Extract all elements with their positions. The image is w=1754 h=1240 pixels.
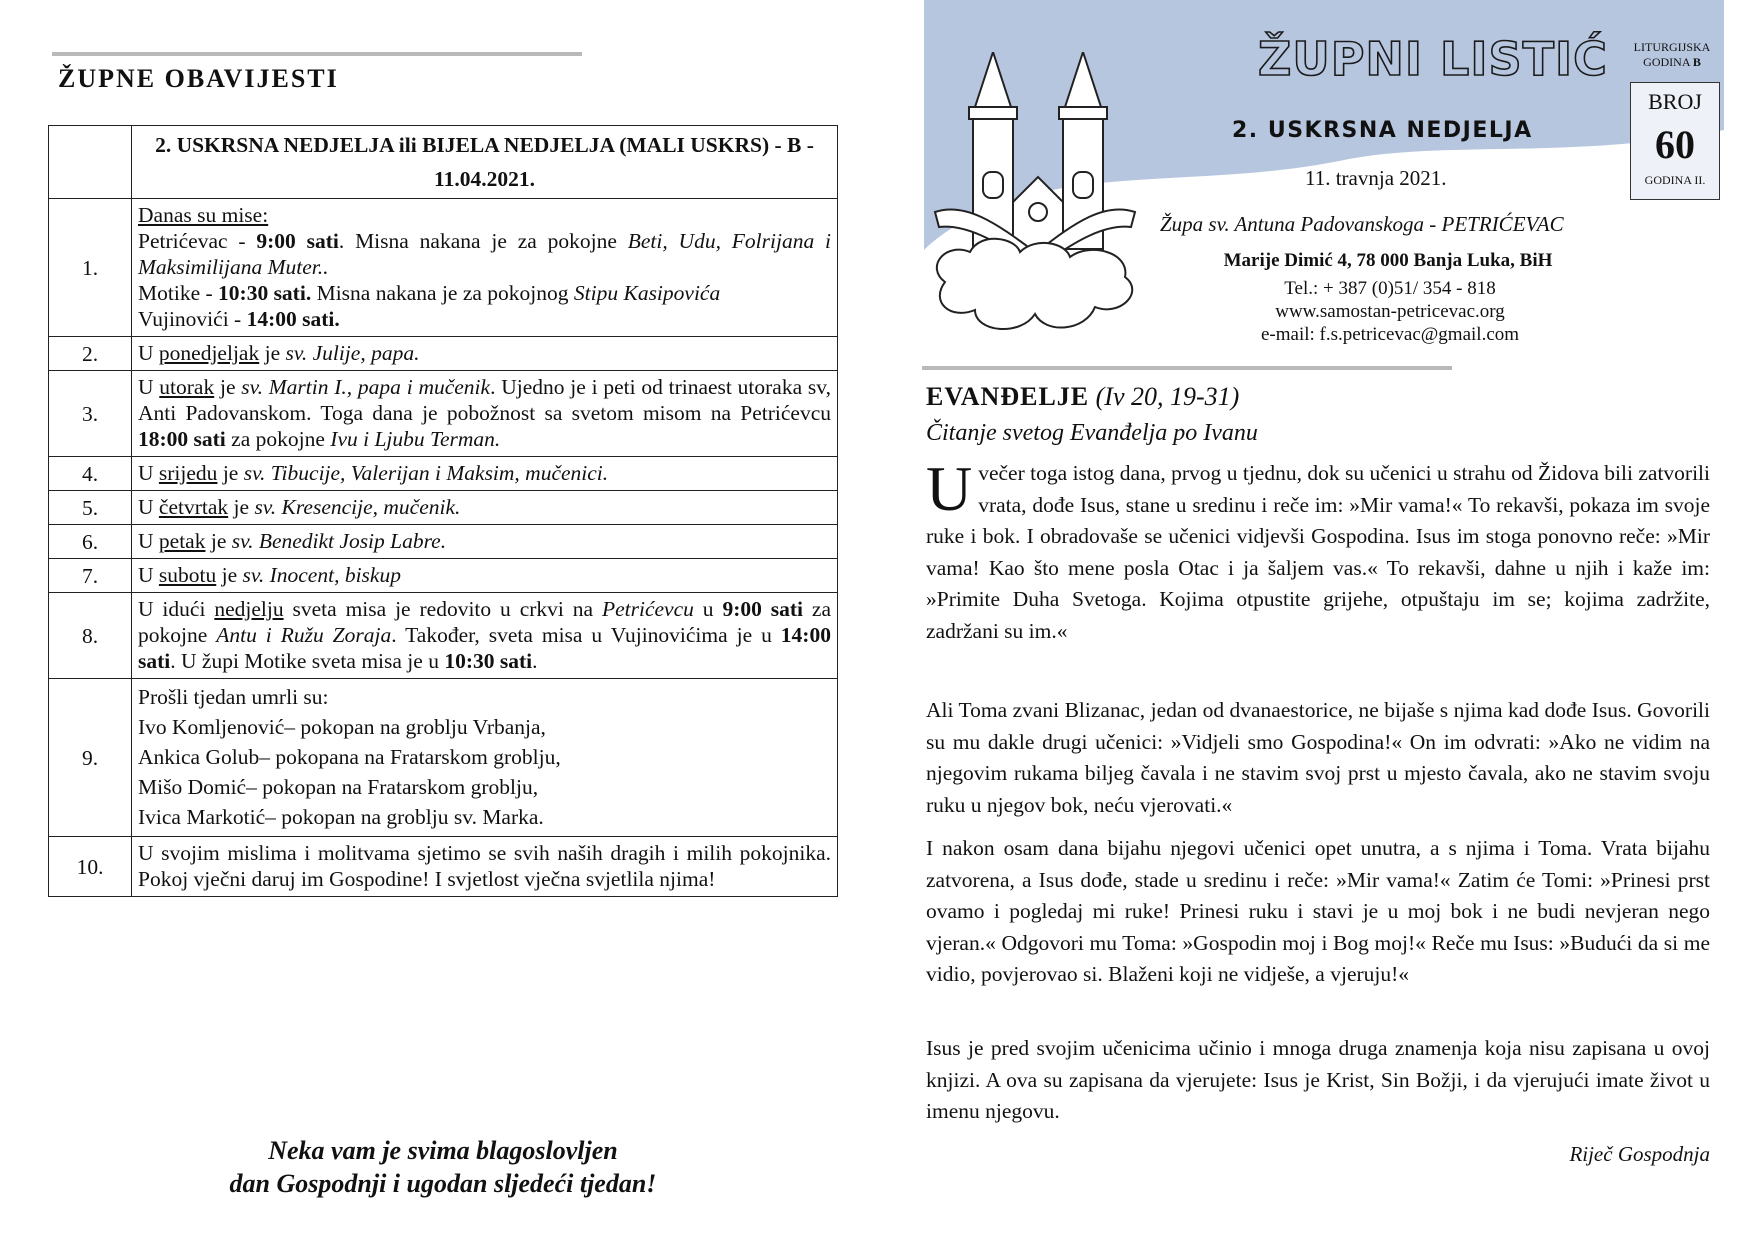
row-content <box>132 199 838 337</box>
row-text: za pokojne <box>225 427 331 451</box>
mass-place: Vujinovići - <box>138 307 247 331</box>
row-text: U idući <box>138 597 215 621</box>
row-content <box>132 337 838 371</box>
row-text: U <box>138 495 159 519</box>
drop-cap: U <box>926 453 973 524</box>
liturgical-year <box>1622 40 1722 70</box>
weekday: ponedjeljak <box>158 341 260 365</box>
deceased-item: Mišo Domić– pokopan na Fratarskom groblju, <box>138 775 539 799</box>
gospel-paragraph: Ali Toma zvani Blizanac, jedan od dvanaestorice, ne bijaše s njima kad dođe Isus. Govorili su mu dakle drugi učenici: »Vidjeli smo Gospodina!« On im odvrati: »Ako ne vidim na njegovim rukama biljeg čavala i ne stavim svoj prst u mjesto čavala, ako ne stavim svoju ruku u njegov bok, neću vjerovati.« <box>926 698 1710 817</box>
mass-names: Beti, Udu, Folrijana i Maksimilijana Muter.. <box>138 229 832 279</box>
gospel-paragraph <box>926 453 1710 647</box>
mass-text: Misna nakana je za pokojnog <box>311 281 574 305</box>
saint-name: sv. Tibucije, Valerijan i Maksim, mučenici. <box>243 461 609 485</box>
row-text: U <box>138 529 159 553</box>
gospel-subtitle: Čitanje svetog Evanđelja po Ivanu <box>926 420 1258 446</box>
mass-names: Ivu i Ljubu Terman. <box>330 427 501 451</box>
saint-name: sv. Martin I., papa i mučenik <box>241 375 491 399</box>
deceased-item: Ankica Golub– pokopana na Fratarskom groblju, <box>138 745 561 769</box>
section-title: ŽUPNE OBAVIJESTI <box>58 64 339 93</box>
deceased-item: Ivica Markotić– pokopan na groblju sv. Marka. <box>138 805 544 829</box>
row-number: 10. <box>49 837 132 897</box>
row-text: je <box>259 341 286 365</box>
table-row <box>49 837 838 897</box>
deceased-item: Ivo Komljenović– pokopan na groblju Vrbanja, <box>138 715 546 739</box>
liturgical-label: GODINA <box>1643 55 1693 69</box>
row-number: 6. <box>49 525 132 559</box>
row-number: 4. <box>49 457 132 491</box>
gospel-closing: Riječ Gospodnja <box>1569 1142 1710 1166</box>
gospel-paragraph: Isus je pred svojim učenicima učinio i mnoga druga znamenja koja nisu zapisana u ovoj knjizi. A ova su zapisana da vjerujete: Isus je Krist, Sin Božji, i da vjerujući imate život u imenu njegovu. <box>926 1036 1710 1123</box>
row-content: U svojim mislima i molitvama sjetimo se svih naših dragih i milih pokojnika. Pokoj vječni daruj im Gospodine! I svjetlost vječna svjetlila njima! <box>132 837 838 897</box>
row-text: . Također, sveta misa u Vujinovićima je u <box>391 623 781 647</box>
liturgical-label: LITURGIJSKA <box>1633 40 1711 54</box>
row-text: U <box>138 375 160 399</box>
mass-time: 18:00 sati <box>138 427 226 451</box>
row-text: je <box>205 529 232 553</box>
closing-line: Neka vam je svima blagoslovljen <box>268 1136 618 1165</box>
row-text: je <box>214 375 242 399</box>
issue-label: BROJ <box>1648 89 1702 114</box>
row-content <box>132 593 838 679</box>
mass-names: Stipu Kasipovića <box>573 281 721 305</box>
bulletin-date: 11. travnja 2021. <box>1305 166 1447 190</box>
gospel-reference: (Iv 20, 19-31) <box>1089 382 1240 411</box>
row-text: je <box>217 461 244 485</box>
notices-table <box>48 125 838 897</box>
mass-time: 9:00 sati <box>722 597 804 621</box>
issue-year: GODINA II. <box>1644 173 1706 187</box>
table-row <box>49 491 838 525</box>
header-rule-right <box>922 366 1452 370</box>
row-content <box>132 559 838 593</box>
row-text: je <box>216 563 243 587</box>
row-number: 8. <box>49 593 132 679</box>
weekday: srijedu <box>158 461 218 485</box>
saint-name: sv. Inocent, biskup <box>242 563 401 587</box>
row-text: U <box>138 563 159 587</box>
phone-number: Tel.: + 387 (0)51/ 354 - 818 <box>1284 278 1496 299</box>
row-text: sveta misa je redovito u crkvi na <box>283 597 602 621</box>
row-content <box>132 491 838 525</box>
table-row <box>49 457 838 491</box>
table-header-row <box>49 126 838 199</box>
saint-name: sv. Julije, papa. <box>285 341 420 365</box>
weekday: četvrtak <box>158 495 229 519</box>
row-content <box>132 679 838 837</box>
row-text: je <box>228 495 255 519</box>
parish-address: Marije Dimić 4, 78 000 Banja Luka, BiH <box>1223 250 1553 271</box>
table-row <box>49 371 838 457</box>
place-name: Petrićevcu <box>601 597 694 621</box>
mass-time: 10:30 sati. <box>218 281 312 305</box>
liturgical-letter: B <box>1692 55 1701 69</box>
row-text: . <box>532 649 538 673</box>
row-number: 3. <box>49 371 132 457</box>
row-content <box>132 525 838 559</box>
paragraph-text: večer toga istog dana, prvog u tjednu, dok su učenici u strahu od Židova bili zatvorili vrata, dođe Isus, stane u sredinu i reče im: »Mir vama!« To rekavši, pokaza im svoje ruke i bok. I obradovaše se učenici vidjevši Gospodina. Isus im stoga ponovno reče: »Mir vama! Kao što mene posla Otac i ja šaljem vas.« To rekavši, dahne u njih i kaže im: »Primite Duha Svetoga. Kojima otpustite grijehe, otpuštaju im se; kojima zadržite, zadržani su im.« <box>926 461 1710 643</box>
email-link[interactable]: e-mail: f.s.petricevac@gmail.com <box>1260 324 1520 345</box>
table-row <box>49 679 838 837</box>
mass-time: 9:00 sati <box>256 229 339 253</box>
row-number: 9. <box>49 679 132 837</box>
deceased-intro: Prošli tjedan umrli su: <box>138 685 329 709</box>
church-logo <box>925 52 1145 342</box>
row-number: 7. <box>49 559 132 593</box>
row-number: 2. <box>49 337 132 371</box>
mass-names: Antu i Ružu Zoraja <box>216 623 392 647</box>
table-row <box>49 559 838 593</box>
table-row <box>49 337 838 371</box>
mass-time: 14:00 sati. <box>246 307 340 331</box>
issue-number-box <box>1630 82 1720 200</box>
row-text: za pokojne <box>138 597 832 647</box>
weekday: nedjelju <box>214 597 284 621</box>
header-empty-cell <box>49 126 132 199</box>
row-text: U <box>138 341 159 365</box>
mass-place: Petrićevac - <box>138 229 257 253</box>
table-row <box>49 593 838 679</box>
saint-name: sv. Benedikt Josip Labre. <box>231 529 447 553</box>
row-number: 1. <box>49 199 132 337</box>
weekday: petak <box>158 529 206 553</box>
mass-place: Motike - <box>138 281 219 305</box>
row-content <box>132 457 838 491</box>
gospel-paragraph: I nakon osam dana bijahu njegovi učenici opet unutra, a s njima i Toma. Vrata bijahu zatvorena, a Isus dođe, stade u sredinu i reče: »Mir vama!« Zatim će Tomi: »Prinesi prst ovamo i pogledaj mi ruke! Prinesi ruku i stavi je u moj bok i ne budi nevjeran nego vjeran.« Odgovori mu Toma: »Gospodin moj i Bog moj!« Reče mu Isus: »Budući da si me vidio, povjerovao si. Blaženi koji ne vidješe, a vjeruju!« <box>926 836 1710 986</box>
row-number: 5. <box>49 491 132 525</box>
sunday-name: 2. USKRSNA NEDJELJA <box>1232 118 1533 143</box>
table-row <box>49 199 838 337</box>
parish-name: Župa sv. Antuna Padovanskoga - PETRIĆEVAC <box>1160 212 1564 236</box>
mass-time: 10:30 sati <box>444 649 533 673</box>
mass-time: 14:00 sati <box>138 623 831 673</box>
bulletin-title: ŽUPNI LISTIĆ <box>1258 32 1608 86</box>
weekday: subotu <box>158 563 217 587</box>
row-text: . Ujedno je i peti od trinaest utoraka sv, Anti Padovanskom. Toga dana je pobožnost sa svetom misom na Petrićevcu <box>138 375 831 425</box>
gospel-title: EVANĐELJE <box>926 382 1090 411</box>
mass-text: . Misna nakana je za pokojne <box>338 229 628 253</box>
gospel-heading <box>926 382 1239 412</box>
table-header: 2. USKRSNA NEDJELJA ili BIJELA NEDJELJA (MALI USKRS) - B - 11.04.2021. <box>132 126 838 199</box>
row-text: U <box>138 461 159 485</box>
table-row <box>49 525 838 559</box>
issue-number: 60 <box>1655 122 1695 167</box>
weekday: utorak <box>159 375 215 399</box>
row-text: . U župi Motike sveta misa je u <box>170 649 445 673</box>
closing-line: dan Gospodnji i ugodan sljedeći tjedan! <box>229 1169 657 1198</box>
closing-blessing <box>48 1134 838 1200</box>
row-text: u <box>693 597 723 621</box>
row-content <box>132 371 838 457</box>
top-rule-left <box>52 52 582 56</box>
website-link[interactable]: www.samostan-petricevac.org <box>1275 301 1505 322</box>
saint-name: sv. Kresencije, mučenik. <box>254 495 461 519</box>
mass-intro: Danas su mise: <box>138 203 269 227</box>
